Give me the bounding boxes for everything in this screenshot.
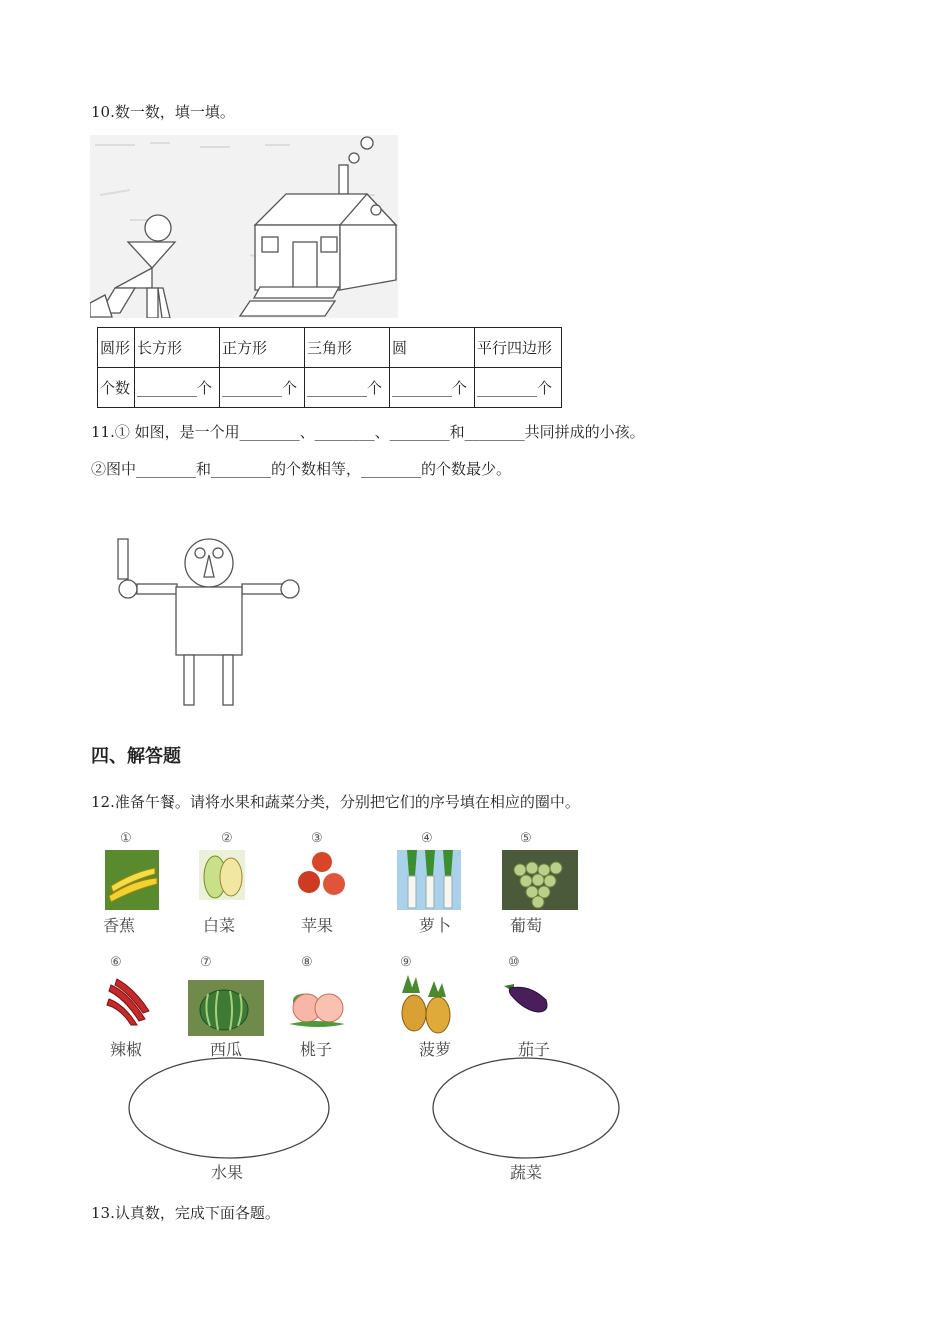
- banana-picture: [105, 850, 159, 910]
- item-number: ⑤: [520, 831, 532, 846]
- vegetable-circle[interactable]: [430, 1056, 622, 1160]
- header-cell: 长方形: [135, 328, 220, 368]
- answer-blank[interactable]: ________个: [390, 368, 475, 408]
- grapes-picture: [502, 850, 578, 910]
- question-12-title: 12.准备午餐。请将水果和蔬菜分类，分别把它们的序号填在相应的圈中。: [91, 793, 580, 811]
- item-name: 西瓜: [210, 1040, 243, 1059]
- apple-picture: [296, 848, 348, 900]
- question-11-line1: 11.① 如图，是一个用________、________、________和________共同拼成的小孩。: [91, 423, 645, 441]
- item-name: 白菜: [203, 916, 236, 935]
- section-4-title: 四、解答题: [91, 746, 181, 767]
- row-label: 个数: [98, 368, 135, 408]
- answer-blank[interactable]: ________个: [135, 368, 220, 408]
- item-number: ⑩: [508, 955, 520, 970]
- answer-blank[interactable]: ________个: [220, 368, 305, 408]
- header-cell: 三角形: [305, 328, 390, 368]
- item-name: 菠萝: [419, 1040, 452, 1059]
- item-name: 苹果: [301, 916, 334, 935]
- pineapple-picture: [398, 975, 456, 1035]
- item-name: 萝卜: [419, 916, 452, 935]
- fruit-circle[interactable]: [127, 1056, 331, 1160]
- item-number: ⑨: [400, 955, 412, 970]
- radish-picture: [397, 850, 461, 910]
- header-cell: 平行四边形: [475, 328, 562, 368]
- eggplant-picture: [500, 978, 552, 1018]
- item-name: 葡萄: [510, 916, 543, 935]
- item-name: 桃子: [300, 1040, 333, 1059]
- header-cell: 正方形: [220, 328, 305, 368]
- shape-count-table: [97, 327, 562, 408]
- watermelon-picture: [188, 980, 264, 1036]
- item-number: ③: [311, 831, 323, 846]
- header-cell: 圆形: [98, 328, 135, 368]
- question-13-title: 13.认真数，完成下面各题。: [91, 1204, 280, 1222]
- item-number: ⑧: [301, 955, 313, 970]
- peach-picture: [285, 978, 351, 1030]
- item-number: ⑥: [110, 955, 122, 970]
- fruit-circle-label: 水果: [211, 1163, 244, 1182]
- vegetable-circle-label: 蔬菜: [510, 1163, 543, 1182]
- cabbage-picture: [199, 850, 245, 900]
- chili-picture: [105, 975, 151, 1027]
- item-number: ①: [120, 831, 132, 846]
- item-name: 茄子: [518, 1040, 551, 1059]
- item-number: ④: [421, 831, 433, 846]
- item-name: 香蕉: [103, 916, 136, 935]
- item-number: ⑦: [200, 955, 212, 970]
- question-10-title: 10.数一数，填一填。: [91, 103, 235, 121]
- item-name: 辣椒: [110, 1040, 143, 1059]
- answer-blank[interactable]: ________个: [475, 368, 562, 408]
- header-cell: 圆: [390, 328, 475, 368]
- answer-blank[interactable]: ________个: [305, 368, 390, 408]
- item-number: ②: [221, 831, 233, 846]
- shape-child-illustration: [112, 535, 304, 707]
- question-11-line2: ②图中________和________的个数相等，________的个数最少。: [91, 460, 512, 478]
- house-and-figure-illustration: [90, 135, 398, 318]
